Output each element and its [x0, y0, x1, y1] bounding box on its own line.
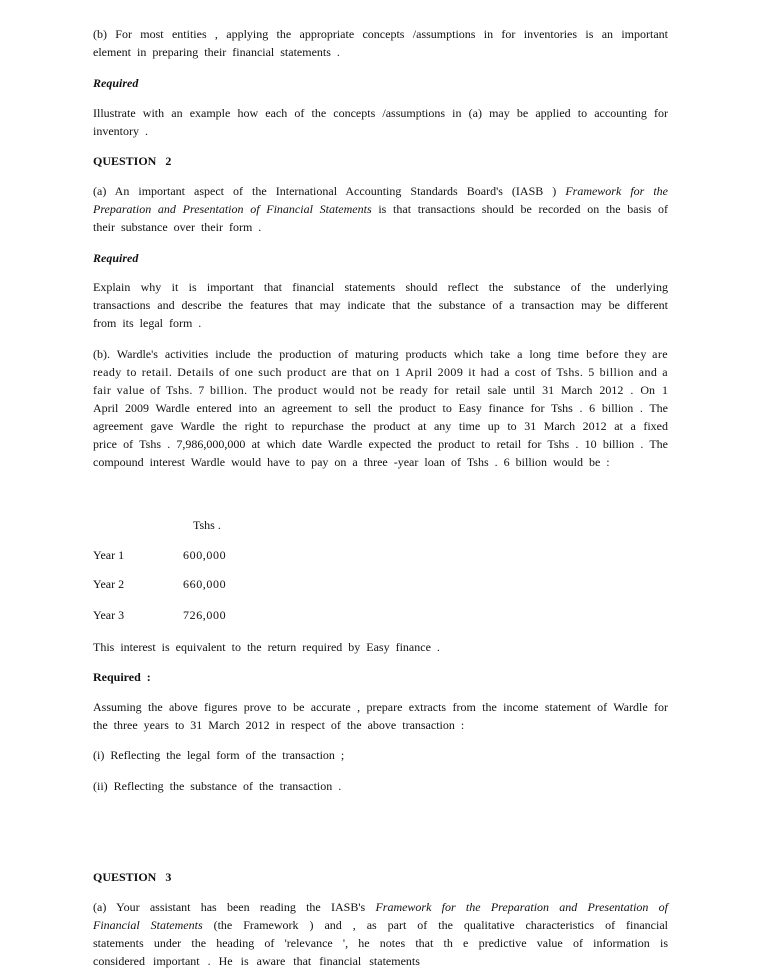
table-row: [93, 575, 393, 593]
q2a-text-start: (a) An important aspect of the International Accounting Standards Board's (IASB ): [93, 184, 557, 198]
q2a-text-end: is that transactions should be recorded on the basis of their substance over their form .: [93, 202, 668, 234]
interest-note: This interest is equivalent to the return required by Easy finance .: [93, 640, 440, 654]
q2a-paragraph: [93, 182, 668, 236]
framework-title-italic: Framework for the Preparation and Presentation of Financial Statements: [93, 184, 669, 216]
question-3-heading: QUESTION 3: [93, 870, 172, 884]
required-heading-1: Required: [93, 76, 139, 90]
explain-paragraph: Explain why it is important that financial statements should reflect the substance of the underlying transactions and describe the features that may indicate that the substance of a transaction may be different from its legal form .: [93, 280, 668, 330]
question-2-heading: QUESTION 2: [93, 154, 172, 168]
option-legal-form: (i) Reflecting the legal form of the transaction ;: [93, 748, 345, 762]
table-row: [93, 546, 393, 564]
assuming-paragraph: Assuming the above figures prove to be accurate , prepare extracts from the income statement of Wardle for the three years to 31 March 2012 in respect of the above transaction :: [93, 700, 668, 732]
year-label: Year 3: [93, 608, 125, 622]
currency-header: Tshs .: [193, 518, 221, 532]
q2b-text-mid: before they are ready to retail. Details of one such product are that on 1 April 2009 it had a cost of Tshs. 5 billion and a fair value of Tshs. 7 billion. The product would not be ready for: [93, 347, 669, 397]
interest-value: 660,000: [183, 577, 227, 591]
table-row: [93, 606, 393, 624]
framework-title-italic: Framework for the Preparation and Presentation of Financial Statements: [93, 900, 668, 932]
illustrate-paragraph: Illustrate with an example how each of the concepts /assumptions in (a) may be applied to accounting for inventory .: [93, 106, 668, 138]
year-label: Year 1: [93, 548, 125, 562]
interest-value: 600,000: [183, 548, 227, 562]
q2b-paragraph: [93, 345, 668, 471]
interest-value: 726,000: [183, 608, 227, 622]
q2b-text-rest: retail sale until 31 March 2012 . On 1 April 2009 Wardle entered into an agreement to sell the product to Easy finance for Tshs . 6 billion . The agreement gave Wardle the right to repurchase the product at any time up to 31 March 2012 at a fixed price of Tshs . 7,986,000,000 at which date Wardle expected the product to retail for Tshs . 10 billion . The compound interest Wardle would have to pay on a three -year loan of Tshs . 6 billion would be :: [93, 383, 669, 469]
q3a-text-end: (the Framework ) and , as part of the qualitative characteristics of financial statements under the heading of 'relevance ', he notes that th e predictive value of information is considered important . He is aware that financial statements: [93, 918, 669, 968]
required-heading-3: Required :: [93, 670, 151, 684]
required-heading-2: Required: [93, 251, 139, 265]
year-label: Year 2: [93, 577, 125, 591]
q1b-intro-paragraph: (b) For most entities , applying the appropriate concepts /assumptions in for inventories is an important element in preparing their financial statements .: [93, 27, 668, 59]
q2b-text-lead: (b). Wardle's activities include the production of maturing products which take a long time: [93, 347, 580, 361]
q3a-text-start: (a) Your assistant has been reading the IASB's: [93, 900, 366, 914]
q3a-paragraph: [93, 898, 668, 970]
option-substance: (ii) Reflecting the substance of the transaction .: [93, 779, 342, 793]
